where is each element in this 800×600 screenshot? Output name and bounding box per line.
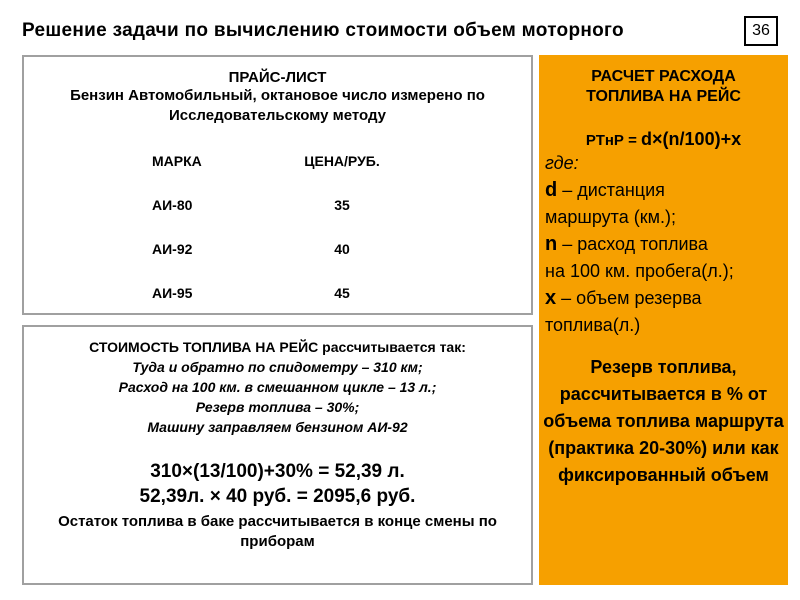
calculation-heading-rest: рассчитывается так: [318, 339, 466, 355]
x-variable: x [545, 287, 557, 309]
calculation-box [22, 325, 533, 585]
calculation-heading [24, 337, 531, 357]
page-title: Решение задачи по вычислению стоимости объем моторного [22, 20, 624, 41]
price-cell: 45 [334, 285, 350, 301]
reserve-note: Резерв топлива, рассчитывается в % от объема топлива маршрута (практика 20-30%) или как фиксированный объем [543, 357, 784, 485]
formula-expression: d×(n/100)+x [641, 129, 742, 149]
formula [539, 129, 788, 150]
calc-line-fuel: Машину заправляем бензином АИ-92 [147, 419, 408, 435]
where-label: где: [545, 153, 579, 173]
price-cell: 35 [334, 197, 350, 213]
page-number: 36 [744, 16, 778, 46]
fuel-consumption-heading-line1: РАСЧЕТ РАСХОДА [591, 68, 736, 85]
n-definition-line2: на 100 км. пробега(л.); [545, 261, 734, 281]
calc-line-consumption: Расход на 100 км. в смешанном цикле – 13 л.; [118, 379, 437, 395]
n-definition-line1 [539, 231, 788, 258]
d-text: – дистанция [557, 180, 665, 200]
brand-cell: АИ-92 [152, 241, 193, 257]
d-variable: d [545, 179, 558, 201]
calc-line-reserve: Резерв топлива – 30%; [195, 399, 360, 415]
table-row [152, 285, 392, 329]
n-text: – расход топлива [557, 234, 708, 254]
result-cost: 52,39л. × 40 руб. = 2095,6 руб. [139, 486, 416, 507]
calculation-note: Остаток топлива в баке рассчитывается в конце смены по приборам [58, 513, 497, 550]
d-definition-line1 [539, 177, 788, 204]
price-list-subtitle-line1: Бензин Автомобильный, октановое число измерено по [70, 87, 485, 104]
fuel-consumption-heading-line2: ТОПЛИВА НА РЕЙС [586, 88, 741, 105]
x-definition-line2: топлива(л.) [545, 315, 641, 335]
table-header-row [152, 153, 392, 197]
x-definition-line1 [539, 285, 788, 312]
table-row [152, 197, 392, 241]
price-list-subtitle-line2: Исследовательскому методу [168, 107, 387, 124]
calc-line-distance: Туда и обратно по спидометру – 310 км; [132, 359, 423, 375]
table-row [152, 241, 392, 285]
brand-cell: АИ-80 [152, 197, 193, 213]
d-definition-line2: маршрута (км.); [545, 207, 676, 227]
n-variable: n [545, 233, 558, 255]
formula-prefix: РТнР = [585, 132, 642, 149]
column-header-price: ЦЕНА/РУБ. [304, 153, 380, 169]
price-cell: 40 [334, 241, 350, 257]
brand-cell: АИ-95 [152, 285, 193, 301]
fuel-consumption-box [539, 55, 788, 585]
x-text: – объем резерва [556, 288, 702, 308]
price-list-box [22, 55, 533, 315]
result-volume: 310×(13/100)+30% = 52,39 л. [150, 461, 405, 482]
price-table [152, 153, 392, 329]
price-list-heading: ПРАЙС-ЛИСТ [228, 69, 327, 86]
calculation-heading-bold: СТОИМОСТЬ ТОПЛИВА НА РЕЙС [89, 339, 319, 355]
column-header-brand: МАРКА [152, 153, 202, 169]
